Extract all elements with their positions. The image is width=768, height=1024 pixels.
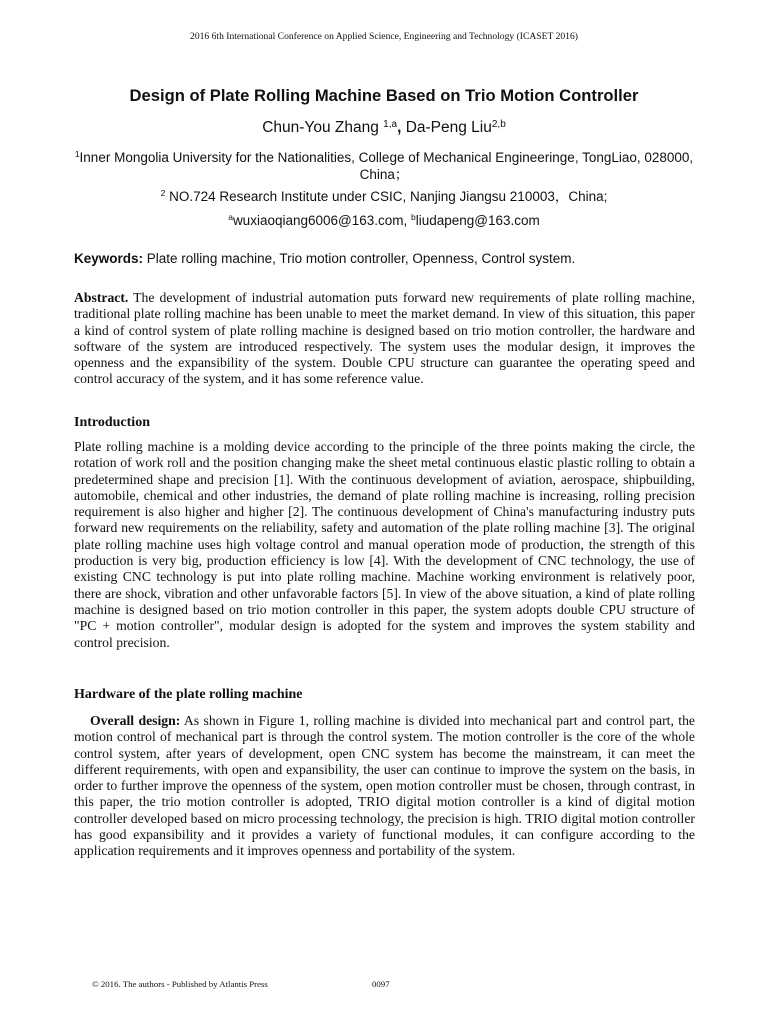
keywords-text: Plate rolling machine, Trio motion controller, Openness, Control system. — [143, 251, 576, 266]
author-2-sup: 2,b — [491, 119, 506, 130]
author-1: Chun-You Zhang — [262, 119, 379, 136]
keywords-label: Keywords: — [74, 251, 144, 266]
author-emails: $^a$wuxiaoqiang6006@163.com, $^b$liudapeng@163.com — [228, 212, 540, 228]
affiliation-2: $^2$ NO.724 Research Institute under CSIC, Nanjing Jiangsu 210003，China; — [160, 188, 608, 204]
abstract-label: Abstract. — [74, 290, 129, 305]
section-heading-hardware: Hardware of the plate rolling machine — [74, 687, 303, 702]
abstract — [74, 290, 695, 388]
overall-design-label: Overall design: — [90, 713, 181, 728]
introduction-text: Plate rolling machine is a molding device according to the principle of the three points making the circle, the rotation of work roll and the position changing make the sheet metal continuous elastic plastic rolling to obtain a predetermined shape and precision [1]. With the continuous development of aviation, aerospace, shipbuilding, automobile, chemical and other industries, the demand of plate rolling machine is increasing, rolling precision requirement is also higher and higher [2]. The continuous development of China's manufacturing industry puts forward new requirements on the reliability, safety and automation of the plate rolling machine [3]. The original plate rolling machine uses high voltage control and manual operation mode of production, the strength of this production is very big, production efficiency is low [4]. With the development of CNC technology, the use of existing CNC technology is put into plate rolling machine. Machine working environment is relatively poor, there are shock, vibration and other unfavorable factors [5]. In view of the above situation, a kind of plate rolling machine is designed based on trio motion controller in this paper, the system adopts double CPU structure of "PC + motion controller", modular design is adopted for the system and improves the system stability and control precision. — [74, 439, 695, 650]
paper-title: Design of Plate Rolling Machine Based on Trio Motion Controller — [129, 86, 639, 105]
conference-header: 2016 6th International Conference on Applied Science, Engineering and Technology (ICASET 2016) — [190, 31, 578, 42]
author-1-sup: 1,a — [383, 119, 398, 130]
keywords — [74, 251, 694, 266]
section-heading-introduction: Introduction — [74, 415, 150, 430]
abstract-text: The development of industrial automation puts forward new requirements of plate rolling machine, traditional plate rolling machine has been unable to meet the market demand. In view of this situation, this paper a kind of control system of plate rolling machine is designed based on trio motion controller, the hardware and software of the system are introduced respectively. The system uses the modular design, it improves the openness and the expansibility of the system. Double CPU structure can guarantee the operating speed and control accuracy of the system, and it has some reference value. — [74, 290, 695, 387]
hardware-text — [74, 713, 695, 860]
footer-page-number: 0097 — [372, 979, 390, 989]
footer-copyright: © 2016. The authors - Published by Atlantis Press — [92, 979, 268, 989]
affiliation-1: $^1$Inner Mongolia University for the Nationalities, College of Mechanical Engineeringe, TongLiao, 028000, China； — [74, 149, 694, 182]
overall-design-text: As shown in Figure 1, rolling machine is divided into mechanical part and control part, the motion control of mechanical part is through the control system. The motion controller is the core of the whole control system, after years of development, open CNC system has become the mainstream, it can meet the different requirements, with open and expansibility, the user can continue to improve the system on the basis, in order to further improve the openness of the system, open motion controller must be chosen, through contrast, in this paper, the trio motion controller is adopted, TRIO digital motion controller is a kind of digital motion controller developed based on micro processing technology, the precision is high. TRIO digital motion controller has good expansibility and it provides a variety of functional modules, it can configure according to the application requirements and it improves openness and portability of the system. — [74, 713, 695, 859]
author-line: Chun-You Zhang $^{1,a}$, Da-Peng Liu$^{2,b}$ — [262, 119, 506, 136]
author-2: Da-Peng Liu — [405, 119, 492, 136]
